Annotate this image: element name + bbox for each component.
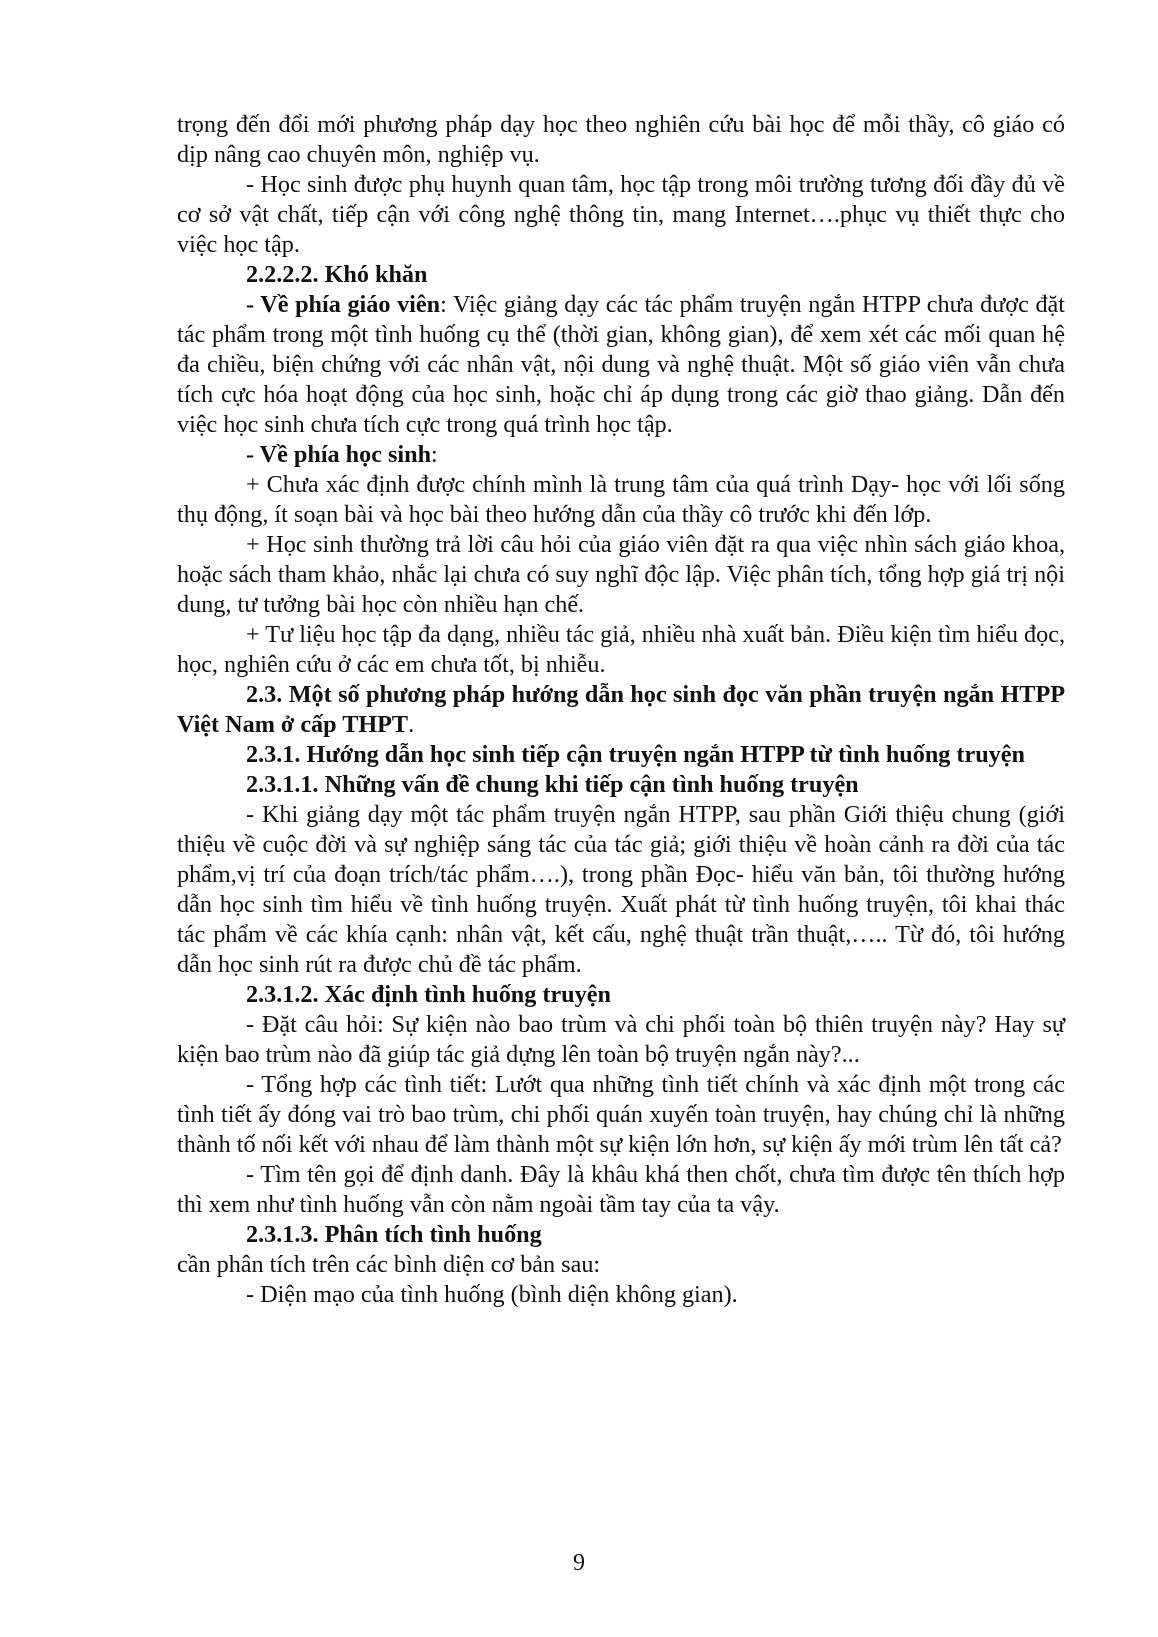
section-heading: 2.3.1. Hướng dẫn học sinh tiếp cận truyện ngắn HTPP từ tình huống truyện: [246, 741, 1025, 768]
page-body: [177, 110, 1065, 1310]
paragraph: - Học sinh được phụ huynh quan tâm, học tập trong môi trường tương đối đầy đủ về cơ sở vật chất, tiếp cận với công nghệ thông tin, mang Internet….phục vụ thiết thực cho việc học tập.: [177, 171, 1065, 258]
paragraph: - Khi giảng dạy một tác phẩm truyện ngắn HTPP, sau phần Giới thiệu chung (giới thiệu về cuộc đời và sự nghiệp sáng tác của tác giả; giới thiệu về hoàn cảnh ra đời của tác phẩm,vị trí của đoạn trích/tác phẩm….), trong phần Đọc- hiểu văn bản, tôi thường hướng dẫn học sinh tìm hiểu về tình huống truyện. Xuất phát từ tình huống truyện, tôi khai thác tác phẩm về các khía cạnh: nhân vật, kết cấu, nghệ thuật trần thuật,….. Từ đó, tôi hướng dẫn học sinh rút ra được chủ đề tác phẩm.: [177, 801, 1065, 978]
section-heading: [177, 680, 1065, 740]
heading-period: .: [408, 711, 415, 738]
paragraph: + Chưa xác định được chính mình là trung tâm của quá trình Dạy- học với lối sống thụ động, ít soạn bài và học bài theo hướng dẫn của thầy cô trước khi đến lớp.: [177, 471, 1065, 528]
section-heading: 2.3.1.1. Những vấn đề chung khi tiếp cận tình huống truyện: [246, 771, 859, 798]
paragraph: + Tư liệu học tập đa dạng, nhiều tác giả, nhiều nhà xuất bản. Điều kiện tìm hiểu đọc, học, nghiên cứu ở các em chưa tốt, bị nhiễu.: [177, 621, 1065, 678]
section-heading: 2.3.1.3. Phân tích tình huống: [246, 1221, 542, 1248]
paragraph: + Học sinh thường trả lời câu hỏi của giáo viên đặt ra qua việc nhìn sách giáo khoa, hoặc sách tham khảo, nhắc lại chưa có suy nghĩ độc lập. Việc phân tích, tổng hợp giá trị nội dung, tư tưởng bài học còn nhiều hạn chế.: [177, 531, 1065, 618]
bold-lead: - Về phía giáo viên: [246, 291, 441, 318]
paragraph: [177, 440, 1065, 470]
section-heading: 2.3.1.2. Xác định tình huống truyện: [246, 981, 611, 1008]
paragraph: cần phân tích trên các bình diện cơ bản sau:: [177, 1251, 601, 1278]
bold-lead: - Về phía học sinh: [246, 441, 432, 468]
paragraph: - Tìm tên gọi để định danh. Đây là khâu khá then chốt, chưa tìm được tên thích hợp thì xem như tình huống vẫn còn nằm ngoài tầm tay của ta vậy.: [177, 1161, 1065, 1218]
paragraph-text: :: [431, 441, 438, 468]
section-heading: 2.2.2.2. Khó khăn: [246, 261, 428, 288]
paragraph: - Đặt câu hỏi: Sự kiện nào bao trùm và chi phối toàn bộ thiên truyện này? Hay sự kiện bao trùm nào đã giúp tác giả dựng lên toàn bộ truyện ngắn này?...: [177, 1011, 1065, 1068]
paragraph: - Tổng hợp các tình tiết: Lướt qua những tình tiết chính và xác định một trong các tình tiết ấy đóng vai trò bao trùm, chi phối quán xuyến toàn truyện, hay chúng chỉ là những thành tố nối kết với nhau để làm thành một sự kiện lớn hơn, sự kiện ấy mới trùm lên tất cả?: [177, 1071, 1065, 1158]
page-number: 9: [573, 1550, 585, 1576]
paragraph: trọng đến đổi mới phương pháp dạy học theo nghiên cứu bài học để mỗi thầy, cô giáo có dịp nâng cao chuyên môn, nghiệp vụ.: [177, 111, 1065, 168]
paragraph-text: : Việc giảng dạy các tác phẩm truyện ngắn HTPP chưa được đặt tác phẩm trong một tình huống cụ thể (thời gian, không gian), để xem xét các mối quan hệ đa chiều, biện chứng với các nhân vật, nội dung và nghệ thuật. Một số giáo viên vẫn chưa tích cực hóa hoạt động của học sinh, hoặc chỉ áp dụng trong các giờ thao giảng. Dẫn đến việc học sinh chưa tích cực trong quá trình học tập.: [177, 291, 1066, 438]
paragraph: [177, 290, 1065, 440]
paragraph: - Diện mạo của tình huống (bình diện không gian).: [246, 1281, 738, 1308]
heading-text: 2.3. Một số phương pháp hướng dẫn học sinh đọc văn phần truyện ngắn HTPP Việt Nam ở cấp THPT: [177, 681, 1065, 738]
